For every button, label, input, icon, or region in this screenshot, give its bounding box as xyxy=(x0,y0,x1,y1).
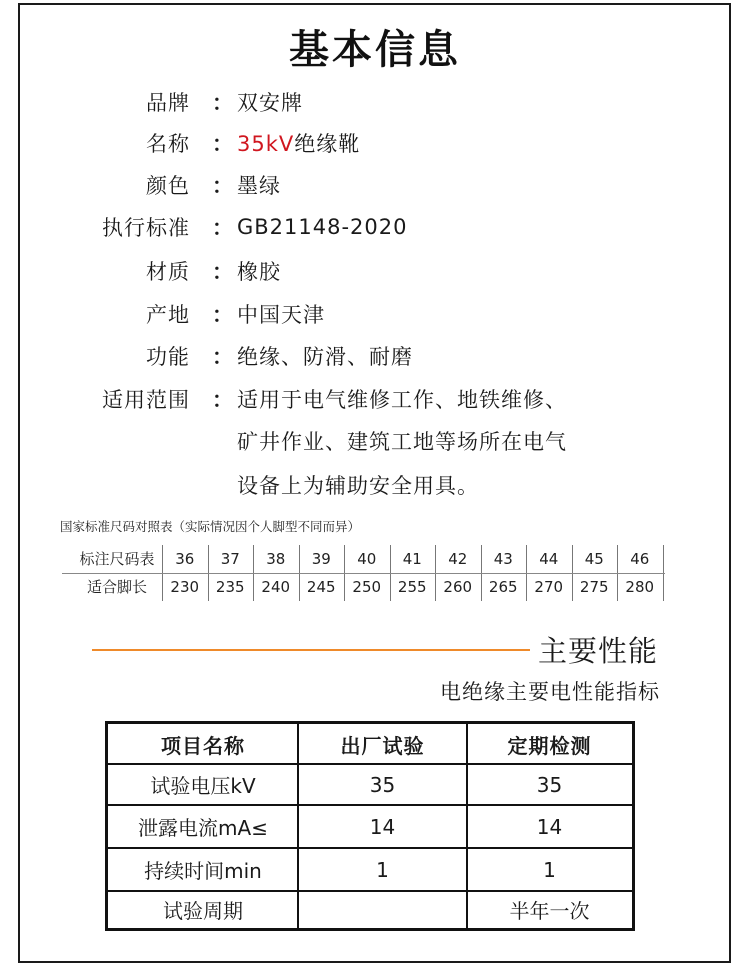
info-row-color xyxy=(0,165,750,205)
info-label: 材质 xyxy=(146,260,190,284)
info-value: 适用于电气维修工作、地铁维修、 xyxy=(237,388,567,412)
info-row-origin xyxy=(0,294,750,334)
table-column-divider xyxy=(297,724,299,928)
info-label: 产地 xyxy=(146,303,190,327)
size-value: 38 xyxy=(266,550,286,568)
foot-length-value: 240 xyxy=(261,578,291,596)
foot-length-value: 275 xyxy=(579,578,609,596)
foot-length-value: 235 xyxy=(215,578,245,596)
info-colon: ： xyxy=(212,174,233,198)
table-cell: 1 xyxy=(376,857,389,882)
table-cell: 14 xyxy=(369,814,396,839)
table-row-divider xyxy=(108,847,632,849)
table-row-label: 泄露电流mA≤ xyxy=(138,816,268,840)
table-row-label: 试验电压kV xyxy=(150,774,256,798)
table-cell: 35 xyxy=(536,772,563,797)
table-row-divider xyxy=(108,890,632,892)
info-value: 双安牌 xyxy=(237,91,303,115)
foot-length-value: 270 xyxy=(534,578,564,596)
info-value: 绝缘、防滑、耐磨 xyxy=(237,345,413,369)
scope-line: 设备上为辅助安全用具。 xyxy=(237,474,479,498)
info-row-standard xyxy=(0,207,750,247)
voltage-highlight: 35kV xyxy=(237,132,295,156)
info-colon: ： xyxy=(212,91,233,115)
info-colon: ： xyxy=(212,216,233,240)
foot-length-value: 280 xyxy=(625,578,655,596)
size-value: 42 xyxy=(448,550,468,568)
table-row-divider xyxy=(108,804,632,806)
table-cell: 1 xyxy=(543,857,556,882)
size-chart-caption: 国家标准尺码对照表（实际情况因个人脚型不同而异） xyxy=(60,519,361,534)
size-row-label: 适合脚长 xyxy=(86,578,147,596)
info-row-brand xyxy=(0,82,750,122)
info-value: 墨绿 xyxy=(237,174,281,198)
table-header-cell: 项目名称 xyxy=(161,733,245,758)
info-value: 橡胶 xyxy=(237,260,281,284)
size-value: 36 xyxy=(175,550,195,568)
size-value: 40 xyxy=(357,550,377,568)
size-value: 45 xyxy=(584,550,604,568)
info-label: 适用范围 xyxy=(102,388,190,412)
info-value: 中国天津 xyxy=(237,303,325,327)
info-colon: ： xyxy=(212,388,233,412)
info-colon: ： xyxy=(212,260,233,284)
info-label: 名称 xyxy=(146,132,190,156)
table-cell: 14 xyxy=(536,814,563,839)
info-row-name xyxy=(0,123,750,163)
foot-length-value: 250 xyxy=(352,578,382,596)
performance-subtitle: 电绝缘主要电性能指标 xyxy=(440,680,660,704)
table-header-cell: 定期检测 xyxy=(507,733,592,758)
table-cell: 半年一次 xyxy=(509,899,590,923)
page-title: 基本信息 xyxy=(289,27,461,73)
foot-length-value: 255 xyxy=(397,578,427,596)
table-row-divider xyxy=(108,763,632,765)
foot-length-value: 230 xyxy=(170,578,200,596)
size-value: 37 xyxy=(220,550,240,568)
foot-length-value: 245 xyxy=(306,578,336,596)
size-row-label: 标注尺码表 xyxy=(79,550,155,568)
info-colon: ： xyxy=(212,345,233,369)
performance-table xyxy=(105,721,635,931)
table-column-divider xyxy=(466,724,468,928)
info-label: 品牌 xyxy=(146,91,190,115)
info-value xyxy=(237,128,360,158)
info-value: GB21148-2020 xyxy=(237,215,408,239)
info-row-material xyxy=(0,251,750,291)
info-label: 颜色 xyxy=(146,174,190,198)
size-value: 44 xyxy=(539,550,559,568)
performance-title: 主要性能 xyxy=(538,634,659,668)
section-divider-line xyxy=(92,649,530,651)
foot-length-value: 260 xyxy=(443,578,473,596)
info-colon: ： xyxy=(212,132,233,156)
foot-length-value: 265 xyxy=(488,578,518,596)
scope-line: 矿井作业、建筑工地等场所在电气 xyxy=(237,430,567,454)
info-row-scope xyxy=(0,379,750,419)
size-value: 46 xyxy=(630,550,650,568)
table-cell xyxy=(298,891,467,928)
info-label: 功能 xyxy=(146,345,190,369)
info-row-function xyxy=(0,336,750,376)
size-value: 39 xyxy=(311,550,331,568)
table-header-cell: 出厂试验 xyxy=(340,733,425,758)
size-row-divider xyxy=(62,573,665,574)
size-value: 41 xyxy=(402,550,422,568)
info-label: 执行标准 xyxy=(102,216,190,240)
info-colon: ： xyxy=(212,303,233,327)
table-row-label: 持续时间min xyxy=(144,859,262,883)
table-row-label: 试验周期 xyxy=(163,899,243,923)
table-cell: 35 xyxy=(369,772,396,797)
product-name: 绝缘靴 xyxy=(294,132,361,156)
size-value: 43 xyxy=(493,550,513,568)
